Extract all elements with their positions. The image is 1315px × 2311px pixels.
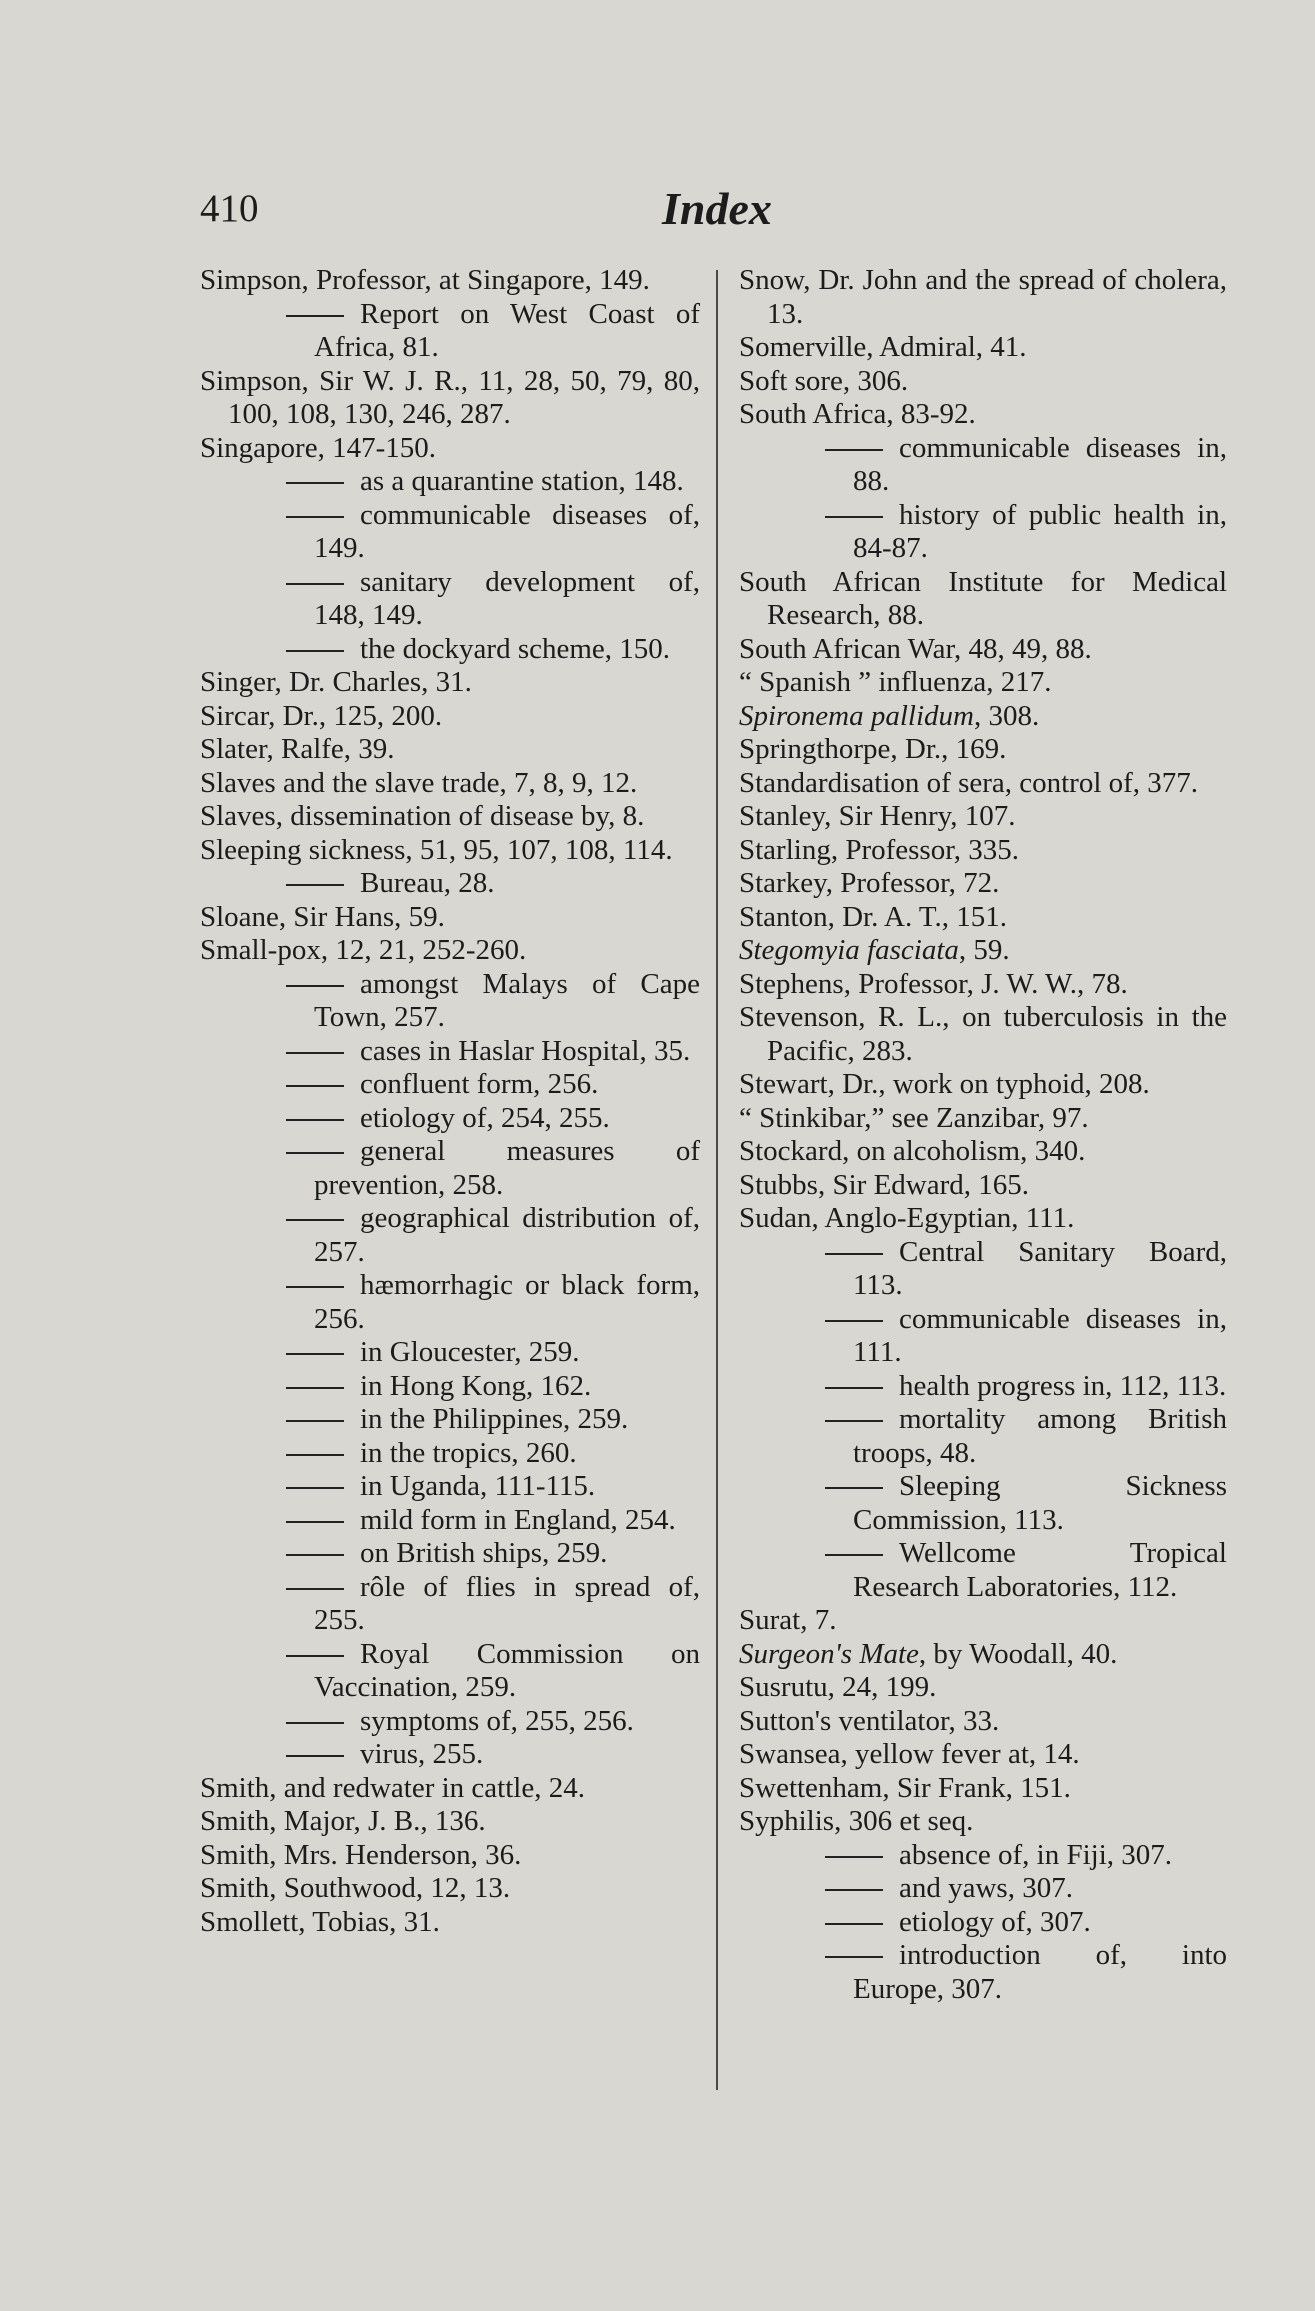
index-entry [200,1839,700,1873]
entry-text: Smith, Major, J. B., 136. [200,1805,486,1837]
index-entry [200,1906,700,1940]
ditto-dash [286,1052,344,1054]
ditto-dash [825,1320,883,1322]
index-entry [739,1604,1227,1638]
index-subentry [739,1939,1227,2006]
index-entry [200,264,700,298]
index-subentry [200,1738,700,1772]
entry-text: Stubbs, Sir Edward, 165. [739,1168,1029,1201]
index-subentry [200,867,700,901]
index-entry [739,264,1227,331]
index-subentry [200,1035,700,1069]
entry-text: South African War, 48, 49, 88. [739,632,1092,665]
ditto-dash [286,482,344,484]
ditto-dash [286,1152,344,1154]
ditto-dash [825,1487,883,1489]
index-entry [739,800,1227,834]
ditto-dash [286,516,344,518]
entry-text: Starling, Professor, 335. [739,833,1019,866]
index-entry [739,934,1227,968]
index-subentry [200,1437,700,1471]
index-entry [739,901,1227,935]
entry-text: Singapore, 147-150. [200,431,436,464]
index-subentry [200,465,700,499]
ditto-dash [286,1286,344,1288]
index-entry [739,1772,1227,1806]
ditto-dash [825,449,883,451]
entry-text: in Gloucester, 259. [360,1336,580,1368]
index-subentry [739,1236,1227,1303]
index-entry [200,365,700,432]
index-subentry [739,1470,1227,1537]
index-entry [739,1169,1227,1203]
entry-text: South Africa, 83-92. [739,398,976,430]
index-subentry [200,1504,700,1538]
ditto-dash [825,1420,883,1422]
index-subentry [200,1068,700,1102]
ditto-dash [825,516,883,518]
index-entry [200,767,700,801]
entry-text: Somerville, Admiral, 41. [739,331,1027,363]
ditto-dash [286,1755,344,1757]
index-entry [200,1805,700,1839]
ditto-dash [286,315,344,317]
index-entry [739,1705,1227,1739]
index-subentry [200,566,700,633]
index-entry [739,1638,1227,1672]
entry-text: Starkey, Professor, 72. [739,867,1000,899]
index-entry [739,1068,1227,1102]
entry-text: Slaves and the slave trade, 7, 8, 9, 12. [200,766,638,799]
entry-text: Susrutu, 24, 199. [739,1671,937,1703]
index-entry [200,733,700,767]
entry-text: Simpson, Sir W. J. R., 11, 28, 50, 79, 80, 100, 108, 130, 246, 287. [200,364,700,430]
index-subentry [200,1470,700,1504]
entry-text: Sloane, Sir Hans, 59. [200,900,445,933]
entry-text: Bureau, 28. [360,867,495,899]
entry-text: Standardisation of sera, control of, 377. [739,766,1199,799]
ditto-dash [825,1387,883,1389]
entry-text: Smith, and redwater in cattle, 24. [200,1771,585,1804]
entry-text: Singer, Dr. Charles, 31. [200,666,472,698]
entry-text: Sutton's ventilator, 33. [739,1704,1000,1737]
entry-text: “ Stinkibar,” see Zanzibar, 97. [739,1101,1089,1134]
entry-text: Surgeon's Mate, by Woodall, 40. [739,1637,1118,1670]
index-entry [200,934,700,968]
ditto-dash [825,1856,883,1858]
index-entry [200,1872,700,1906]
entry-text: rôle of flies in spread of, 255. [314,1570,700,1636]
entry-text: cases in Haslar Hospital, 35. [360,1034,691,1067]
entry-text: in the Philippines, 259. [360,1403,629,1435]
entry-text: confluent form, 256. [360,1068,599,1100]
index-subentry [200,1336,700,1370]
entry-text: absence of, in Fiji, 307. [899,1838,1173,1871]
entry-text: in the tropics, 260. [360,1436,577,1469]
page-number: 410 [200,187,259,230]
index-entry [739,834,1227,868]
entry-text: Syphilis, 306 et seq. [739,1805,974,1837]
index-entry [200,666,700,700]
index-subentry [200,1269,700,1336]
index-subentry [739,499,1227,566]
entry-text: etiology of, 254, 255. [360,1101,610,1134]
index-subentry [739,1303,1227,1370]
entry-text: South African Institute for Medical Research, 88. [739,565,1227,631]
ditto-dash [286,1722,344,1724]
ditto-dash [286,1387,344,1389]
entry-text: geographical distribution of, 257. [314,1202,700,1268]
index-column-left [200,264,700,1939]
index-subentry [200,633,700,667]
index-subentry [739,1537,1227,1604]
entry-text: Soft sore, 306. [739,364,909,397]
entry-text: Snow, Dr. John and the spread of cholera, 13. [739,264,1227,330]
index-entry [200,834,700,868]
index-subentry [739,1906,1227,1940]
index-subentry [200,1403,700,1437]
entry-text: Stegomyia fasciata, 59. [739,934,1010,966]
index-entry [739,1738,1227,1772]
index-subentry [739,1403,1227,1470]
ditto-dash [825,1923,883,1925]
index-entry [739,968,1227,1002]
entry-text: health progress in, 112, 113. [899,1369,1227,1402]
entry-text: Surat, 7. [739,1604,837,1636]
entry-text: Stanton, Dr. A. T., 151. [739,900,1007,933]
index-subentry [200,1135,700,1202]
entry-text: Stewart, Dr., work on typhoid, 208. [739,1068,1150,1100]
entry-text: Stanley, Sir Henry, 107. [739,800,1016,832]
entry-text: Sleeping sickness, 51, 95, 107, 108, 114. [200,833,673,866]
entry-text: Springthorpe, Dr., 169. [739,733,1007,765]
index-entry [739,1001,1227,1068]
index-entry [739,867,1227,901]
ditto-dash [286,884,344,886]
index-subentry [739,1839,1227,1873]
entry-text: Sleeping Sickness Commission, 113. [853,1470,1227,1536]
entry-text: history of public health in, 84-87. [853,498,1227,564]
index-entry [739,398,1227,432]
entry-text: hæmorrhagic or black form, 256. [314,1269,700,1335]
index-subentry [739,432,1227,499]
index-entry [739,633,1227,667]
entry-text: on British ships, 259. [360,1537,608,1569]
entry-text: Report on West Coast of Africa, 81. [314,297,700,363]
index-entry [739,331,1227,365]
index-subentry [200,1370,700,1404]
ditto-dash [286,1219,344,1221]
entry-text: Swettenham, Sir Frank, 151. [739,1771,1071,1804]
entry-text: Stevenson, R. L., on tuberculosis in the Pacific, 283. [739,1001,1227,1067]
entry-text: Stephens, Professor, J. W. W., 78. [739,967,1128,1000]
entry-text: symptoms of, 255, 256. [360,1704,634,1737]
entry-text: Small-pox, 12, 21, 252-260. [200,934,527,966]
entry-text: Royal Commission on Vaccination, 259. [314,1637,700,1703]
ditto-dash [286,583,344,585]
index-entry [739,1805,1227,1839]
entry-text: as a quarantine station, 148. [360,465,684,497]
entry-text: etiology of, 307. [899,1905,1091,1938]
entry-text: Sudan, Anglo-Egyptian, 111. [739,1202,1075,1234]
entry-text: Simpson, Professor, at Singapore, 149. [200,264,650,296]
entry-text: mild form in England, 254. [360,1503,676,1536]
index-entry [739,1135,1227,1169]
index-entry [200,432,700,466]
index-entry [739,700,1227,734]
index-subentry [739,1872,1227,1906]
entry-text: in Uganda, 111-115. [360,1470,596,1502]
index-subentry [200,1571,700,1638]
entry-text: sanitary development of, 148, 149. [314,565,700,631]
index-subentry [200,1202,700,1269]
ditto-dash [286,1554,344,1556]
ditto-dash [825,1253,883,1255]
index-subentry [200,1638,700,1705]
entry-text: Wellcome Tropical Research Laboratories, 112. [853,1537,1227,1603]
entry-text: general measures of prevention, 258. [314,1135,700,1201]
ditto-dash [286,1353,344,1355]
index-column-right [739,264,1227,2006]
index-subentry [200,1537,700,1571]
entry-text: communicable diseases in, 111. [853,1302,1227,1368]
index-entry [739,666,1227,700]
ditto-dash [286,1454,344,1456]
index-entry [200,901,700,935]
entry-text: Smith, Mrs. Henderson, 36. [200,1838,522,1871]
entry-text: Slaves, dissemination of disease by, 8. [200,800,645,832]
index-subentry [200,298,700,365]
index-subentry [200,1705,700,1739]
index-subentry [200,1102,700,1136]
index-entry [739,767,1227,801]
ditto-dash [286,1655,344,1657]
index-entry [739,1671,1227,1705]
entry-text: communicable diseases of, 149. [314,498,700,564]
index-subentry [739,1370,1227,1404]
index-entry [200,700,700,734]
index-entry [739,1102,1227,1136]
entry-text: virus, 255. [360,1738,484,1770]
index-entry [200,800,700,834]
entry-text: Sircar, Dr., 125, 200. [200,699,443,732]
ditto-dash [286,1119,344,1121]
page-title: Index [662,183,772,234]
index-entry [739,365,1227,399]
entry-text: in Hong Kong, 162. [360,1369,592,1402]
index-subentry [200,499,700,566]
index-subentry [200,968,700,1035]
entry-text: Swansea, yellow fever at, 14. [739,1738,1080,1770]
entry-text: Stockard, on alcoholism, 340. [739,1135,1086,1167]
entry-text: Central Sanitary Board, 113. [853,1235,1227,1301]
column-divider [716,270,718,2090]
ditto-dash [286,1521,344,1523]
ditto-dash [286,985,344,987]
entry-text: Smith, Southwood, 12, 13. [200,1872,511,1904]
entry-text: communicable diseases in, 88. [853,431,1227,497]
entry-text: “ Spanish ” influenza, 217. [739,666,1052,698]
ditto-dash [286,1420,344,1422]
entry-text: Smollett, Tobias, 31. [200,1905,440,1938]
ditto-dash [286,650,344,652]
ditto-dash [825,1956,883,1958]
index-entry [739,566,1227,633]
entry-text: mortality among British troops, 48. [853,1403,1227,1469]
entry-text: Slater, Ralfe, 39. [200,733,395,765]
index-entry [739,1202,1227,1236]
index-entry [200,1772,700,1806]
entry-text: Spironema pallidum, 308. [739,699,1040,732]
index-entry [739,733,1227,767]
entry-text: the dockyard scheme, 150. [360,632,671,665]
ditto-dash [825,1889,883,1891]
entry-text: amongst Malays of Cape Town, 257. [314,967,700,1033]
entry-text: introduction of, into Europe, 307. [853,1939,1227,2005]
ditto-dash [286,1588,344,1590]
ditto-dash [825,1554,883,1556]
ditto-dash [286,1085,344,1087]
ditto-dash [286,1487,344,1489]
entry-text: and yaws, 307. [899,1872,1073,1904]
